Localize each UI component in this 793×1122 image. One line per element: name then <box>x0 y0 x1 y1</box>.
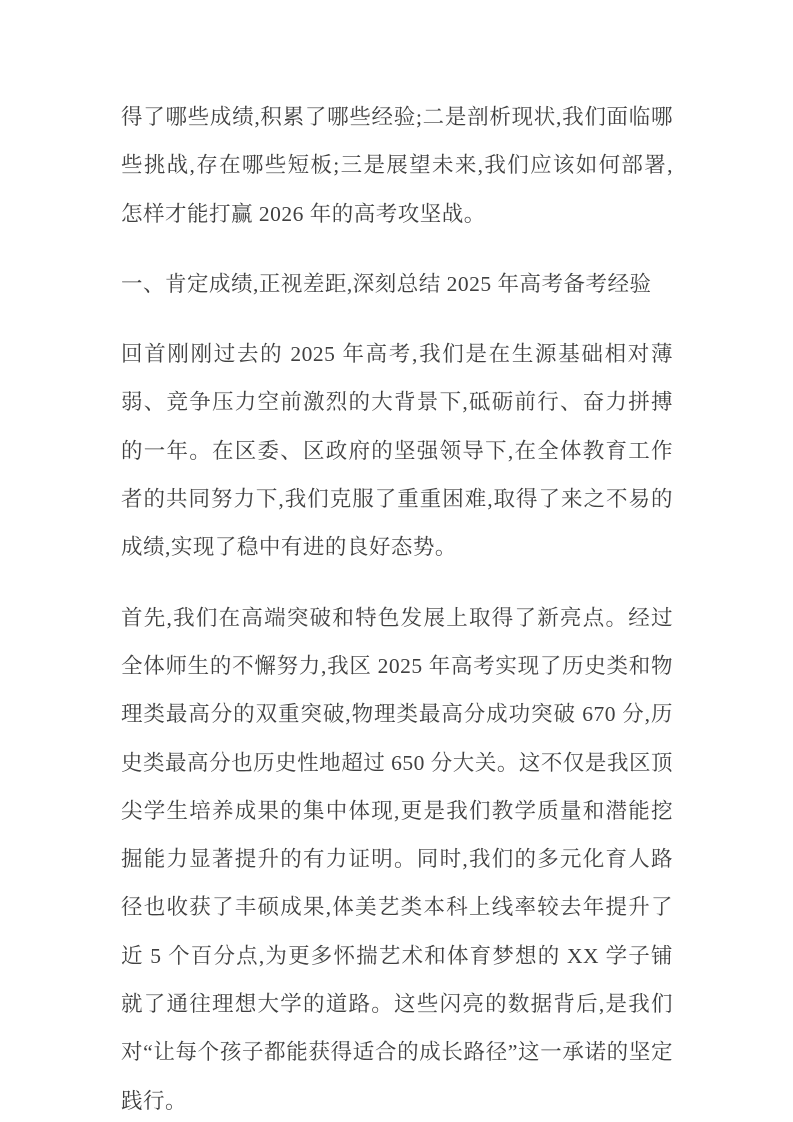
paragraph-review-overview: 回首刚刚过去的 2025 年高考,我们是在生源基础相对薄弱、竞争压力空前激烈的大背景下,砥砺前行、奋力拼搏的一年。在区委、区政府的坚强领导下,在全体教育工作者的共同努力下,我们克服了重重困难,取得了来之不易的成绩,实现了稳中有进的良好态势。 <box>121 342 673 560</box>
section-heading: 一、肯定成绩,正视差距,深刻总结 2025 年高考备考经验 <box>121 271 652 296</box>
paragraph-continued-from-previous-page: 得了哪些成绩,积累了哪些经验;二是剖析现状,我们面临哪些挑战,存在哪些短板;三是展望未来,我们应该如何部署,怎样才能打赢 2026 年的高考攻坚战。 <box>121 105 673 226</box>
paragraph-achievements: 首先,我们在高端突破和特色发展上取得了新亮点。经过全体师生的不懈努力,我区 2025 年高考实现了历史类和物理类最高分的双重突破,物理类最高分成功突破 670 分,历史类最高分也历史性地超过 650 分大关。这不仅是我区顶尖学生培养成果的集中体现,更是我们教学质量和潜能挖掘能力显著提升的有力证明。同时,我们的多元化育人路径也收获了丰硕成果,体美艺类本科上线率较去年提升了近 5 个百分点,为更多怀揣艺术和体育梦想的 XX 学子铺就了通往理想大学的道路。这些闪亮的数据背后,是我们对“让每个孩子都能获得适合的成长路径”这一承诺的坚定践行。 <box>121 605 673 1113</box>
